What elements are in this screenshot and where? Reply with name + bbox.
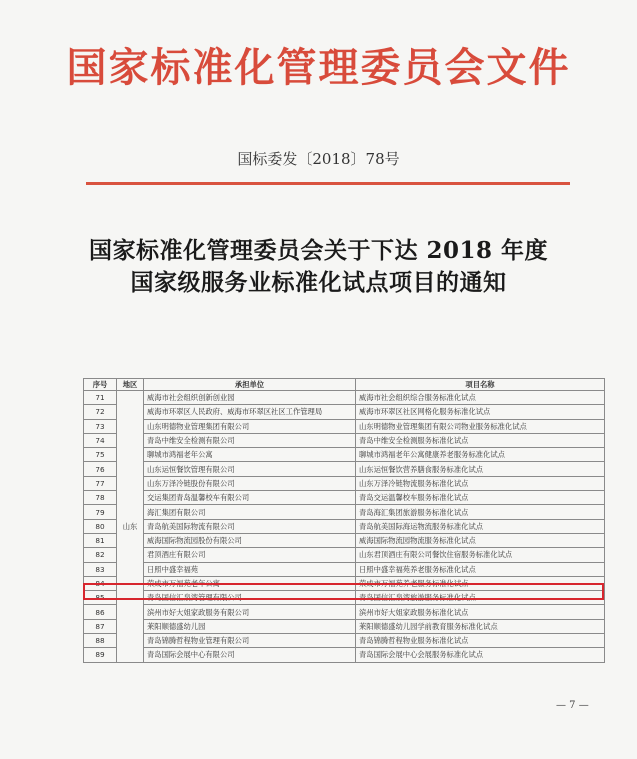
cell-no: 77 (84, 476, 117, 490)
cell-unit: 青岛国信汇泉湾管理有限公司 (144, 591, 356, 605)
cell-no: 78 (84, 491, 117, 505)
table-row (84, 391, 605, 405)
table-body (84, 391, 605, 663)
cell-unit: 山东运恒餐饮管理有限公司 (144, 462, 356, 476)
cell-unit: 海汇集团有限公司 (144, 505, 356, 519)
cell-unit: 日照中盛幸福苑 (144, 562, 356, 576)
notice-title-line1: 国家标准化管理委员会关于下达 2018 年度 (88, 237, 549, 264)
cell-unit: 交运集团青岛温馨校车有限公司 (144, 491, 356, 505)
table-row (84, 619, 605, 633)
table-row (84, 405, 605, 419)
cell-project: 山东君顶酒庄有限公司餐饮住宿服务标准化试点 (356, 548, 605, 562)
table-row (84, 462, 605, 476)
cell-unit: 青岛航美国际物流有限公司 (144, 519, 356, 533)
table-row (84, 562, 605, 576)
header-no: 序号 (84, 379, 117, 391)
cell-project: 威海市社会组织综合服务标准化试点 (356, 391, 605, 405)
cell-unit: 山东万泽冷链股份有限公司 (144, 476, 356, 490)
cell-no: 74 (84, 433, 117, 447)
cell-project: 山东万泽冷链物流服务标准化试点 (356, 476, 605, 490)
cell-unit: 青岛国际会展中心有限公司 (144, 648, 356, 662)
notice-title-line2: 国家级服务业标准化试点项目的通知 (130, 269, 507, 296)
cell-no: 84 (84, 576, 117, 590)
cell-no: 83 (84, 562, 117, 576)
table-row (84, 605, 605, 619)
cell-unit: 威海市社会组织创新创业园 (144, 391, 356, 405)
cell-no: 86 (84, 605, 117, 619)
cell-project: 青岛航美国际海运物流服务标准化试点 (356, 519, 605, 533)
table-row (84, 576, 605, 590)
cell-project: 日照中盛幸福苑养老服务标准化试点 (356, 562, 605, 576)
table-row (84, 491, 605, 505)
cell-project: 青岛国信汇泉湾旅游服务标准化试点 (356, 591, 605, 605)
header-project: 项目名称 (356, 379, 605, 391)
cell-no: 79 (84, 505, 117, 519)
table-row (84, 433, 605, 447)
cell-project: 莱阳顺德盛幼儿园学前教育服务标准化试点 (356, 619, 605, 633)
cell-no: 85 (84, 591, 117, 605)
cell-unit: 青岛锦腾哲程物业管理有限公司 (144, 634, 356, 648)
cell-project: 青岛锦腾哲程物业服务标准化试点 (356, 634, 605, 648)
cell-no: 87 (84, 619, 117, 633)
cell-unit: 山东明德物业管理集团有限公司 (144, 419, 356, 433)
cell-unit: 君顶酒庄有限公司 (144, 548, 356, 562)
cell-project: 滨州市好大姐家政服务标准化试点 (356, 605, 605, 619)
page-number: — 7 — (556, 700, 589, 711)
cell-unit: 青岛中维安全检测有限公司 (144, 433, 356, 447)
cell-unit: 威海市环翠区人民政府、威海市环翠区社区工作管理局 (144, 405, 356, 419)
cell-no: 89 (84, 648, 117, 662)
cell-project: 山东运恒餐饮营养膳食服务标准化试点 (356, 462, 605, 476)
cell-no: 81 (84, 533, 117, 547)
table-row (84, 519, 605, 533)
cell-no: 80 (84, 519, 117, 533)
table-row (84, 505, 605, 519)
header-region: 地区 (117, 379, 144, 391)
table-row (84, 448, 605, 462)
cell-region: 山东 (117, 391, 144, 663)
cell-no: 73 (84, 419, 117, 433)
cell-project: 青岛国际会展中心会展服务标准化试点 (356, 648, 605, 662)
table-row (84, 591, 605, 605)
cell-no: 71 (84, 391, 117, 405)
cell-project: 威海市环翠区社区网格化服务标准化试点 (356, 405, 605, 419)
cell-unit: 威海国际物流园股份有限公司 (144, 533, 356, 547)
table-row (84, 533, 605, 547)
table-row (84, 634, 605, 648)
table-row (84, 548, 605, 562)
document-header-title: 国家标准化管理委员会文件 (66, 45, 571, 91)
table-header-row (84, 379, 605, 391)
cell-no: 88 (84, 634, 117, 648)
cell-unit: 聊城市鸿福老年公寓 (144, 448, 356, 462)
table-row (84, 476, 605, 490)
cell-unit: 莱阳顺德盛幼儿园 (144, 619, 356, 633)
cell-project: 威海国际物流园物流服务标准化试点 (356, 533, 605, 547)
table-row (84, 648, 605, 662)
cell-unit: 荣成市万福苑老年公寓 (144, 576, 356, 590)
cell-no: 82 (84, 548, 117, 562)
cell-project: 青岛交运温馨校车服务标准化试点 (356, 491, 605, 505)
cell-no: 72 (84, 405, 117, 419)
header-unit: 承担单位 (144, 379, 356, 391)
cell-project: 青岛中维安全检测服务标准化试点 (356, 433, 605, 447)
project-table (83, 378, 605, 663)
cell-project: 青岛海汇集团旅游服务标准化试点 (356, 505, 605, 519)
table-row (84, 419, 605, 433)
cell-unit: 滨州市好大姐家政服务有限公司 (144, 605, 356, 619)
cell-project: 聊城市鸿福老年公寓健康养老服务标准化试点 (356, 448, 605, 462)
cell-project: 荣成市万福苑养老服务标准化试点 (356, 576, 605, 590)
cell-no: 76 (84, 462, 117, 476)
red-divider (86, 182, 570, 185)
document-number: 国标委发〔2018〕78号 (237, 150, 400, 168)
cell-project: 山东明德物业管理集团有限公司物业服务标准化试点 (356, 419, 605, 433)
cell-no: 75 (84, 448, 117, 462)
